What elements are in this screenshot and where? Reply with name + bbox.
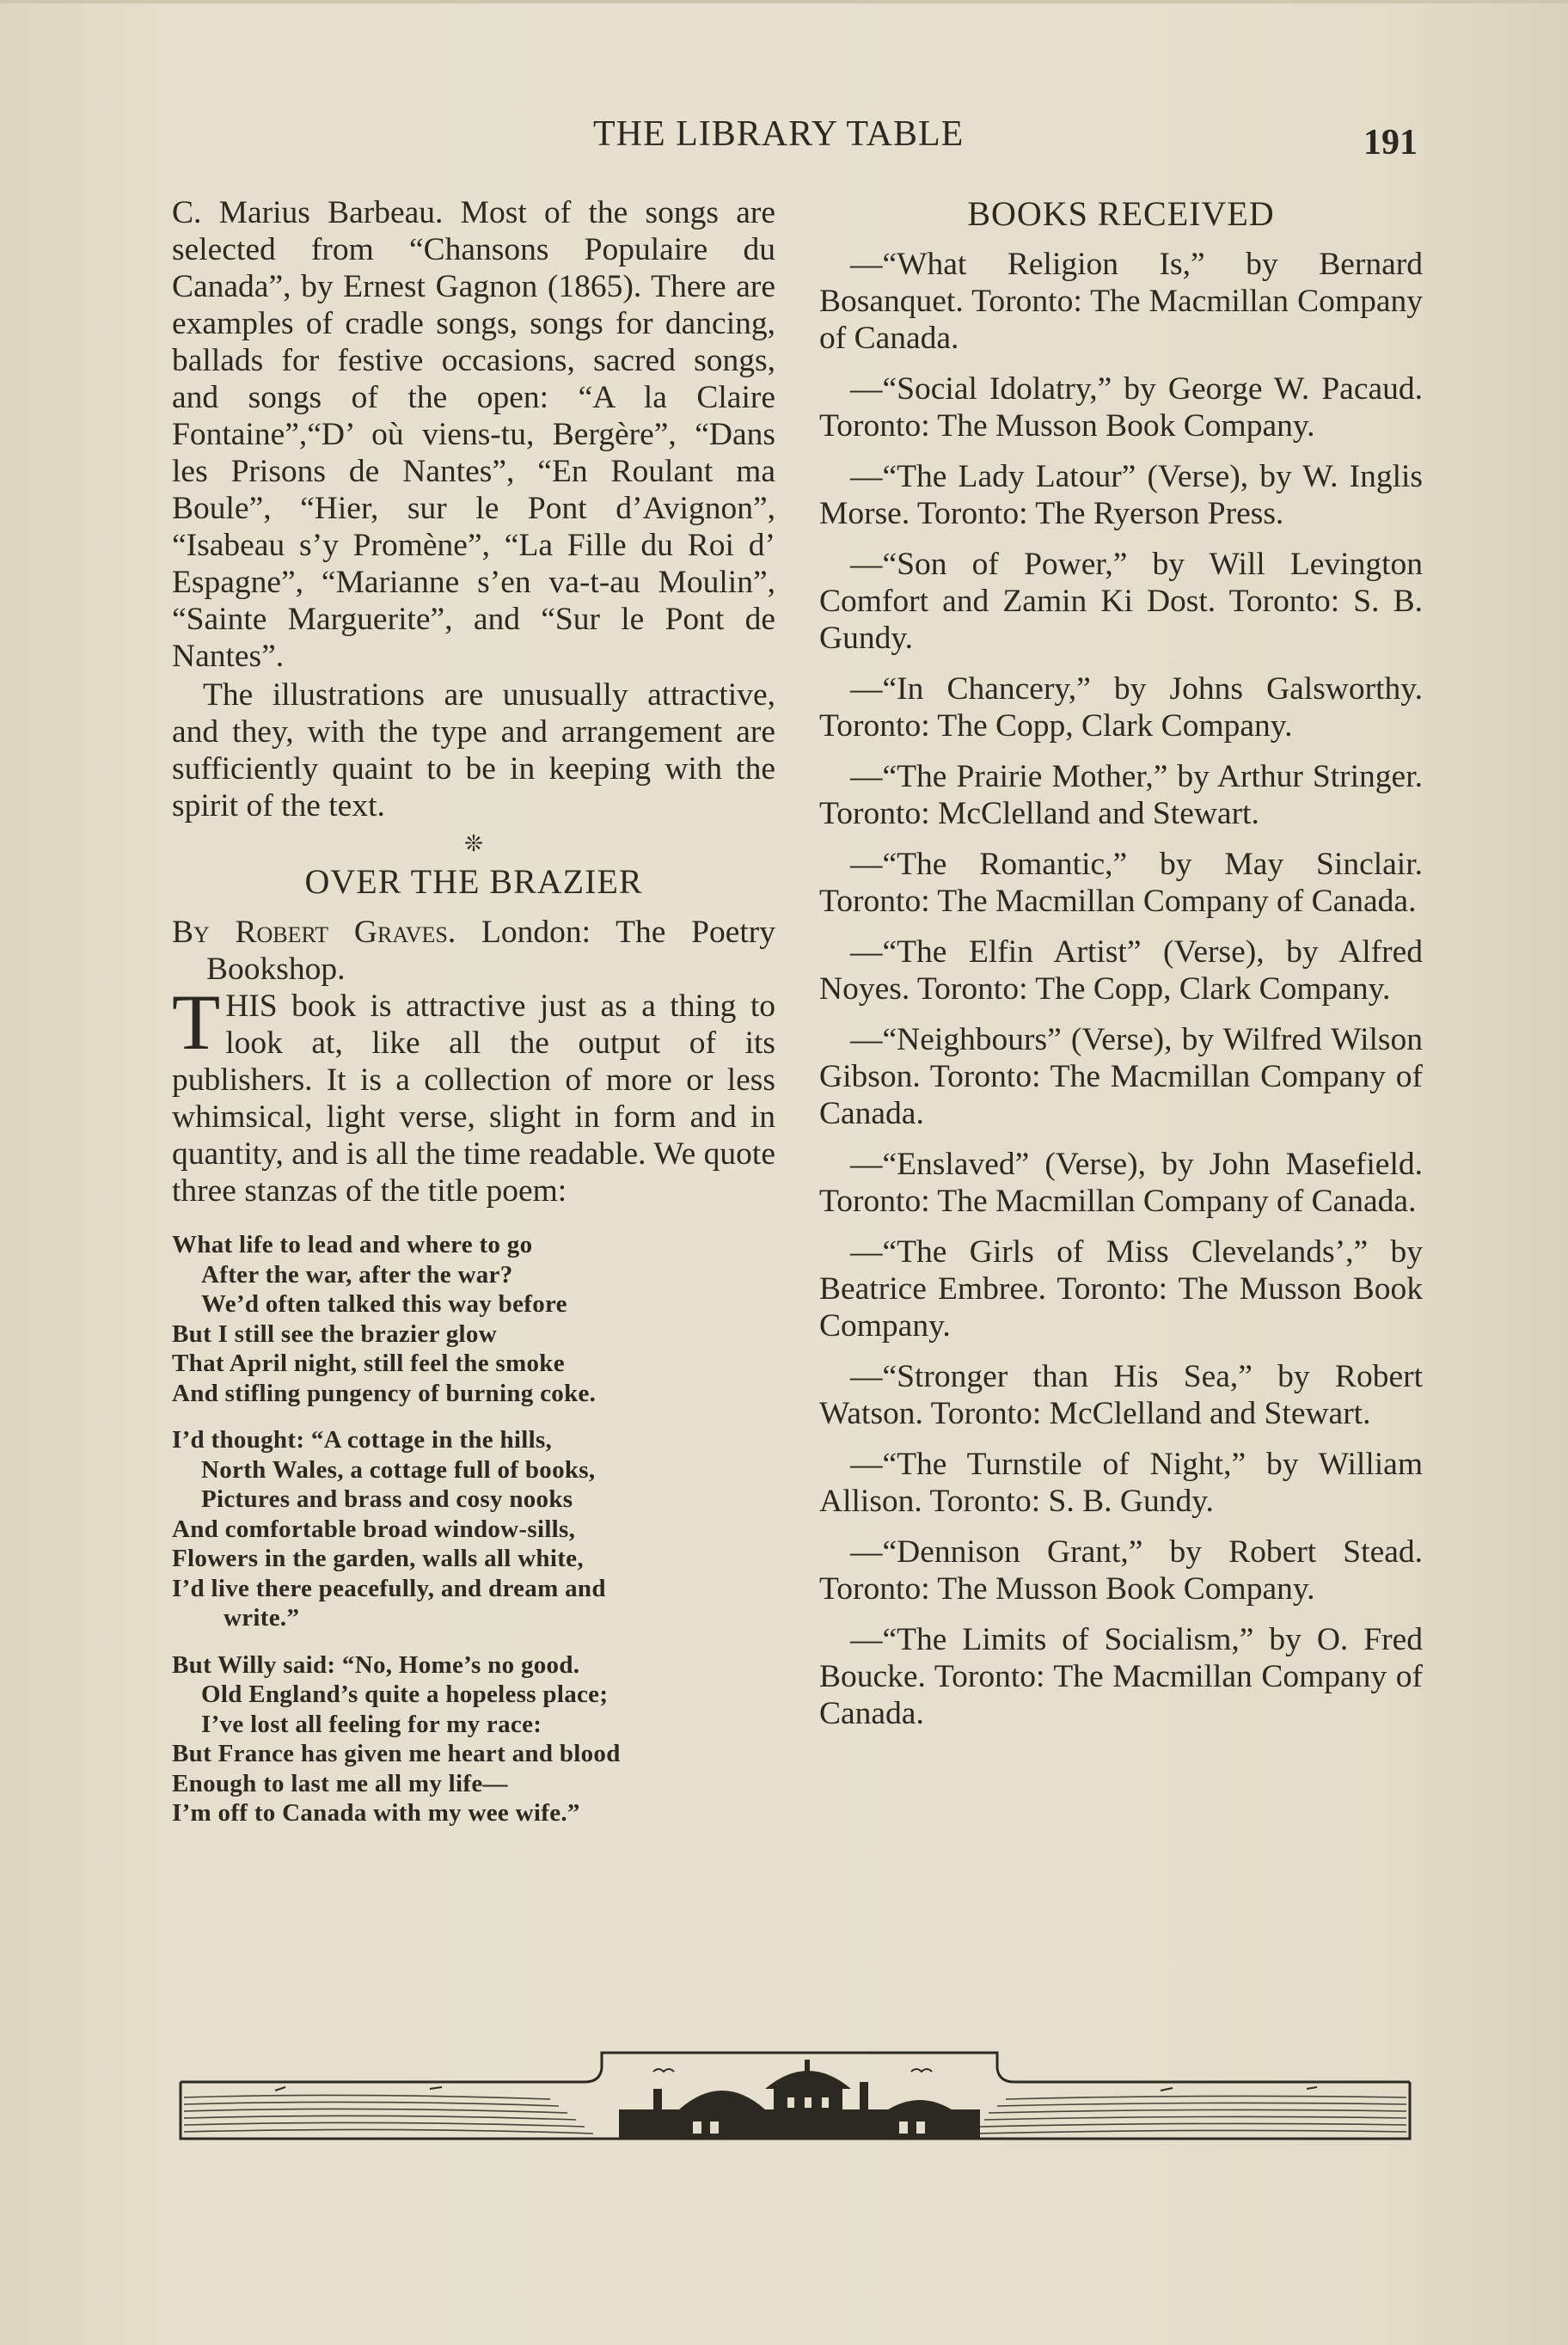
illustrations-paragraph: The illustrations are unusually attractive, and they, with the type and arrangement are sufficiently quaint to be in keeping with the spirit of the text. (172, 677, 775, 824)
poem-line: I’ve lost all feeling for my race: (201, 1710, 542, 1738)
review-body (172, 978, 775, 1209)
poem-line: And comfortable broad window-sills, (172, 1515, 576, 1543)
book-entry: —“Dennison Grant,” by Robert Stead. Toronto: The Musson Book Company. (819, 1534, 1423, 1607)
poem-line: We’d often talked this way before (201, 1290, 567, 1318)
book-entry: —“Social Idolatry,” by George W. Pacaud. Toronto: The Musson Book Company. (819, 371, 1423, 444)
book-entry: —“The Prairie Mother,” by Arthur Stringer. Toronto: McClelland and Stewart. (819, 759, 1423, 831)
poem-line: And stifling pungency of burning coke. (172, 1379, 597, 1407)
book-entry: —“Son of Power,” by Will Levington Comfort and Zamin Ki Dost. Toronto: S. B. Gundy. (819, 547, 1423, 656)
section-separator: ❊ (464, 831, 483, 856)
poem-line: write.” (224, 1604, 300, 1632)
review-byline (172, 914, 775, 988)
review-author: Robert Graves. (235, 915, 456, 950)
poem-line: Old England’s quite a hopeless place; (201, 1681, 609, 1708)
poem-line: Flowers in the garden, walls all white, (172, 1545, 584, 1572)
page-top-edge (0, 0, 1568, 3)
poem-line: I’d thought: “A cottage in the hills, (172, 1426, 553, 1454)
poem-stanza (172, 1230, 775, 1408)
book-entry: —“Neighbours” (Verse), by Wilfred Wilson Gibson. Toronto: The Macmillan Company of Canada. (819, 1022, 1423, 1131)
poem-stanza (172, 1650, 775, 1828)
poem-line: Pictures and brass and cosy nooks (201, 1485, 573, 1513)
poem-line: That April night, still feel the smoke (172, 1350, 565, 1377)
page-number: 191 (1363, 123, 1418, 162)
poem-line: But France has given me heart and blood (172, 1740, 621, 1767)
book-entry: —“The Elfin Artist” (Verse), by Alfred Noyes. Toronto: The Copp, Clark Company. (819, 934, 1423, 1007)
book-entry: —“In Chancery,” by Johns Galsworthy. Toronto: The Copp, Clark Company. (819, 671, 1423, 744)
poem-line: After the war, after the war? (201, 1260, 513, 1289)
decorative-vignette (172, 2037, 1418, 2171)
book-entry: —“The Turnstile of Night,” by William Allison. Toronto: S. B. Gundy. (819, 1447, 1423, 1519)
poem-line: North Wales, a cottage full of books, (201, 1455, 596, 1484)
books-received-list (819, 246, 1423, 1732)
book-entry: —“Stronger than His Sea,” by Robert Watson. Toronto: McClelland and Stewart. (819, 1359, 1423, 1431)
book-entry: —“The Girls of Miss Clevelands’,” by Beatrice Embree. Toronto: The Musson Book Company. (819, 1234, 1423, 1344)
poem-stanza (172, 1425, 775, 1633)
book-entry: —“The Romantic,” by May Sinclair. Toronto: The Macmillan Company of Canada. (819, 847, 1423, 919)
poem-line: I’m off to Canada with my wee wife.” (172, 1799, 580, 1827)
review-body-text: HIS book is attractive just as a thing to look at, like all the output of its publishers. It is a collection of more or less whimsical, light verse, slight in form and in quantity, and is all the time readable. We quote three stanzas of the title poem: (172, 989, 775, 1209)
running-title: THE LIBRARY TABLE (593, 114, 965, 154)
drop-cap: T (172, 978, 221, 1066)
poem-line: What life to lead and where to go (172, 1231, 533, 1258)
poem-line: But Willy said: “No, Home’s no good. (172, 1650, 580, 1679)
book-entry: —“The Limits of Socialism,” by O. Fred Boucke. Toronto: The Macmillan Company of Canada. (819, 1622, 1423, 1731)
poem-line: Enough to last me all my life— (172, 1769, 508, 1797)
left-column (172, 194, 775, 1846)
quoted-poem (172, 1230, 775, 1828)
book-entry: —“Enslaved” (Verse), by John Masefield. Toronto: The Macmillan Company of Canada. (819, 1147, 1423, 1219)
right-column (819, 194, 1423, 1746)
books-received-title: BOOKS RECEIVED (967, 194, 1275, 233)
poem-line: But I still see the brazier glow (172, 1319, 497, 1348)
poem-line: I’d live there peacefully, and dream and (172, 1574, 606, 1602)
book-entry: —“What Religion Is,” by Bernard Bosanquet. Toronto: The Macmillan Company of Canada. (819, 247, 1423, 356)
continued-paragraph: C. Marius Barbeau. Most of the songs are selected from “Chansons Populaire du Canada”, by Ernest Gagnon (1865). There are examples of cradle songs, songs for dancing, ballads for festive occasions, sacred songs, and songs of the open: “A la Claire Fontaine”,“D’ où viens-tu, Bergère”, “Dans les Prisons de Nantes”, “En Roulant ma Boule”, “Hier, sur le Pont d’Avignon”, “Isabeau s’y Promène”, “La Fille du Roi d’ Espagne”, “Marianne s’en va-t-au Moulin”, “Sainte Marguerite”, and “Sur le Pont de Nantes”. (172, 195, 775, 674)
review-title: OVER THE BRAZIER (304, 862, 643, 901)
byline-by: By (172, 915, 210, 950)
book-entry: —“The Lady Latour” (Verse), by W. Inglis Morse. Toronto: The Ryerson Press. (819, 459, 1423, 531)
review-publisher: London: The Poetry Bookshop. (206, 915, 776, 987)
